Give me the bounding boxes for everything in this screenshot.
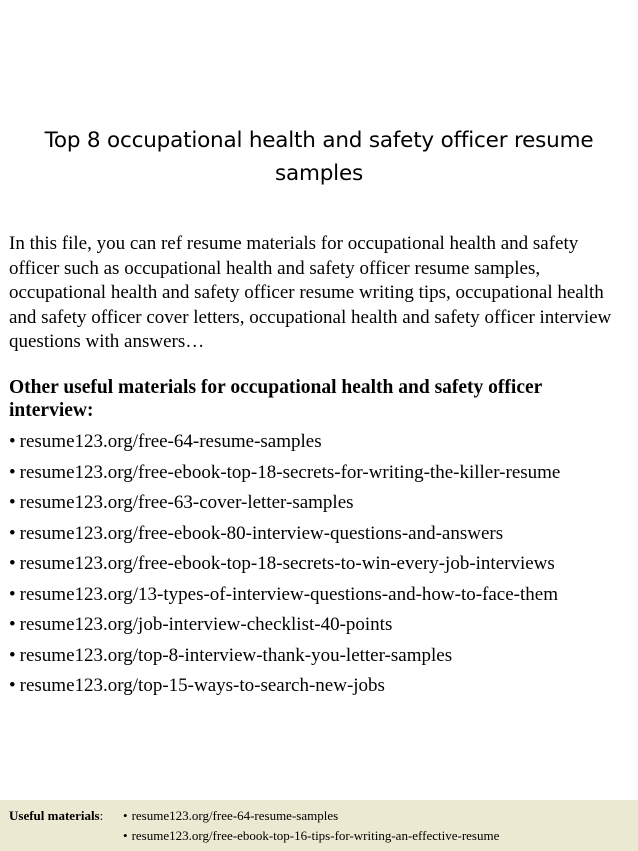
- bullet-glyph: •: [9, 583, 16, 605]
- bullet-glyph: •: [9, 614, 16, 635]
- material-link[interactable]: resume123.org/13-types-of-interview-questions-and-how-to-face-them: [19, 583, 558, 605]
- materials-link-list: [9, 427, 629, 702]
- material-link[interactable]: resume123.org/free-ebook-top-18-secrets-to-win-every-job-interviews: [19, 553, 555, 574]
- bullet-glyph: •: [123, 808, 128, 823]
- list-item: [9, 519, 629, 550]
- material-link[interactable]: resume123.org/top-8-interview-thank-you-letter-samples: [19, 644, 453, 666]
- list-item: [9, 488, 629, 519]
- bullet-glyph: •: [9, 461, 16, 483]
- bullet-glyph: •: [9, 644, 16, 666]
- list-item: [9, 427, 629, 458]
- list-item: [123, 826, 499, 846]
- material-link[interactable]: resume123.org/free-ebook-top-18-secrets-for-writing-the-killer-resume: [19, 461, 561, 483]
- footer-label-text: Useful materials: [9, 808, 100, 823]
- document-title: [0, 124, 638, 190]
- footer-link[interactable]: resume123.org/free-64-resume-samples: [131, 808, 339, 823]
- bullet-glyph: •: [9, 492, 16, 513]
- title-line-1: Top 8 occupational health and safety officer resume: [44, 128, 594, 153]
- list-item: [9, 641, 629, 672]
- list-item: [9, 580, 629, 611]
- material-link[interactable]: resume123.org/job-interview-checklist-40-points: [19, 614, 393, 635]
- bullet-glyph: •: [9, 553, 16, 574]
- bullet-glyph: •: [9, 431, 16, 452]
- title-line-2: samples: [275, 161, 363, 186]
- materials-section: [9, 376, 629, 702]
- list-item: [9, 549, 629, 580]
- bullet-glyph: •: [123, 828, 128, 843]
- material-link[interactable]: resume123.org/top-15-ways-to-search-new-jobs: [19, 675, 385, 696]
- bullet-glyph: •: [9, 675, 16, 696]
- footer-label: [9, 806, 103, 826]
- list-item: [9, 671, 629, 702]
- footer-bar: [0, 800, 638, 851]
- material-link[interactable]: resume123.org/free-63-cover-letter-samples: [19, 492, 354, 513]
- list-item: [123, 806, 499, 826]
- list-item: [9, 458, 629, 489]
- bullet-glyph: •: [9, 522, 16, 544]
- footer-link[interactable]: resume123.org/free-ebook-top-16-tips-for-writing-an-effective-resume: [131, 828, 500, 843]
- material-link[interactable]: resume123.org/free-ebook-80-interview-questions-and-answers: [19, 522, 504, 544]
- list-item: [9, 610, 629, 641]
- material-link[interactable]: resume123.org/free-64-resume-samples: [19, 431, 322, 452]
- footer-label-colon: :: [99, 808, 104, 823]
- materials-heading: Other useful materials for occupational health and safety officer interview:: [9, 377, 542, 421]
- intro-paragraph: In this file, you can ref resume materials for occupational health and safety officer such as occupational health and safety officer resume samples, occupational health and safety officer resume writing tips, occupational health and safety officer cover letters, occupational health and safety officer interview questions with answers…: [9, 233, 612, 352]
- footer-link-list: [123, 806, 499, 846]
